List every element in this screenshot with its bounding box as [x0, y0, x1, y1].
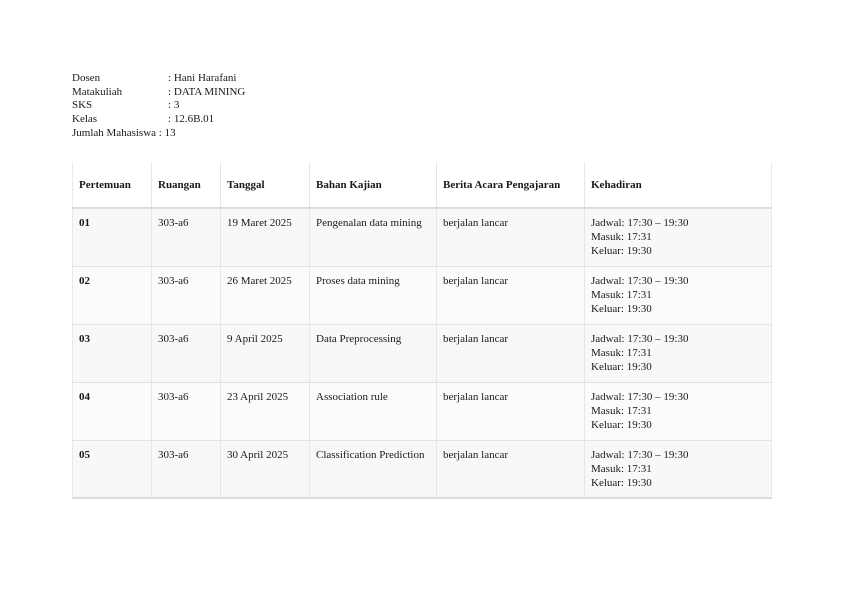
table-header-row — [73, 162, 772, 208]
keluar-text: Keluar: 19:30 — [591, 245, 652, 257]
keluar-text: Keluar: 19:30 — [591, 302, 652, 315]
jadwal-text: Jadwal: 17:30 – 19:30 — [591, 332, 689, 345]
info-value: : 12.6B.01 — [168, 113, 214, 127]
column-header: Tanggal — [221, 162, 310, 208]
table-row — [73, 440, 772, 498]
jadwal-text: Jadwal: 17:30 – 19:30 — [591, 448, 689, 461]
info-label: SKS — [72, 99, 93, 112]
info-row-kelas — [72, 113, 245, 127]
column-header: Kehadiran — [585, 162, 772, 208]
ruangan-cell: 303-a6 — [152, 382, 221, 440]
info-value: : DATA MINING — [168, 86, 245, 100]
kehadiran-cell — [585, 440, 772, 498]
jadwal-text: Jadwal: 17:30 – 19:30 — [591, 274, 689, 287]
column-header: Bahan Kajian — [310, 162, 437, 208]
column-header: Berita Acara Pengajaran — [437, 162, 585, 208]
keluar-text: Keluar: 19:30 — [591, 476, 652, 489]
masuk-text: Masuk: 17:31 — [591, 231, 652, 243]
ruangan-cell: 303-a6 — [152, 324, 221, 382]
bahan-kajian-cell: Classification Prediction — [310, 440, 437, 498]
berita-acara-cell: berjalan lancar — [437, 324, 585, 382]
bahan-kajian-cell: Proses data mining — [310, 266, 437, 324]
tanggal-cell: 23 April 2025 — [221, 382, 310, 440]
info-value: : 13 — [159, 127, 176, 141]
kehadiran-cell — [585, 208, 772, 266]
info-label: Dosen — [72, 72, 101, 84]
info-row-sks — [72, 99, 245, 113]
masuk-text: Masuk: 17:31 — [591, 288, 652, 301]
info-row-dosen — [72, 72, 245, 86]
table-row — [73, 324, 772, 382]
berita-acara-cell: berjalan lancar — [437, 440, 585, 498]
masuk-text: Masuk: 17:31 — [591, 346, 652, 359]
berita-acara-cell: berjalan lancar — [437, 382, 585, 440]
kehadiran-cell — [585, 266, 772, 324]
info-row-jumlah-mahasiswa — [72, 127, 245, 141]
pertemuan-cell: 05 — [73, 440, 152, 498]
tanggal-cell: 9 April 2025 — [221, 324, 310, 382]
info-label: Kelas — [72, 113, 98, 126]
tanggal-cell: 19 Maret 2025 — [221, 208, 310, 266]
ruangan-cell: 303-a6 — [152, 266, 221, 324]
table-row — [73, 382, 772, 440]
bahan-kajian-cell: Pengenalan data mining — [310, 208, 437, 266]
pertemuan-cell: 01 — [73, 208, 152, 266]
bahan-kajian-cell: Data Preprocessing — [310, 324, 437, 382]
table-row — [73, 208, 772, 266]
masuk-text: Masuk: 17:31 — [591, 404, 652, 417]
info-value: : Hani Harafani — [168, 72, 236, 86]
berita-acara-cell: berjalan lancar — [437, 266, 585, 324]
attendance-table — [72, 162, 772, 499]
course-info — [72, 72, 245, 141]
table-row — [73, 266, 772, 324]
jadwal-text: Jadwal: 17:30 – 19:30 — [591, 390, 689, 403]
tanggal-cell: 30 April 2025 — [221, 440, 310, 498]
ruangan-cell: 303-a6 — [152, 440, 221, 498]
pertemuan-cell: 02 — [73, 266, 152, 324]
info-value: : 3 — [168, 99, 179, 113]
keluar-text: Keluar: 19:30 — [591, 360, 652, 373]
pertemuan-cell: 03 — [73, 324, 152, 382]
info-label: Matakuliah — [72, 85, 123, 98]
bahan-kajian-cell: Association rule — [310, 382, 437, 440]
column-header: Pertemuan — [73, 162, 152, 208]
jadwal-text: Jadwal: 17:30 – 19:30 — [591, 217, 689, 229]
berita-acara-cell: berjalan lancar — [437, 208, 585, 266]
tanggal-cell: 26 Maret 2025 — [221, 266, 310, 324]
kehadiran-cell — [585, 382, 772, 440]
info-label: Jumlah Mahasiswa — [72, 126, 157, 139]
keluar-text: Keluar: 19:30 — [591, 418, 652, 431]
kehadiran-cell — [585, 324, 772, 382]
column-header: Ruangan — [152, 162, 221, 208]
ruangan-cell: 303-a6 — [152, 208, 221, 266]
pertemuan-cell: 04 — [73, 382, 152, 440]
masuk-text: Masuk: 17:31 — [591, 462, 652, 475]
info-row-matakuliah — [72, 86, 245, 100]
